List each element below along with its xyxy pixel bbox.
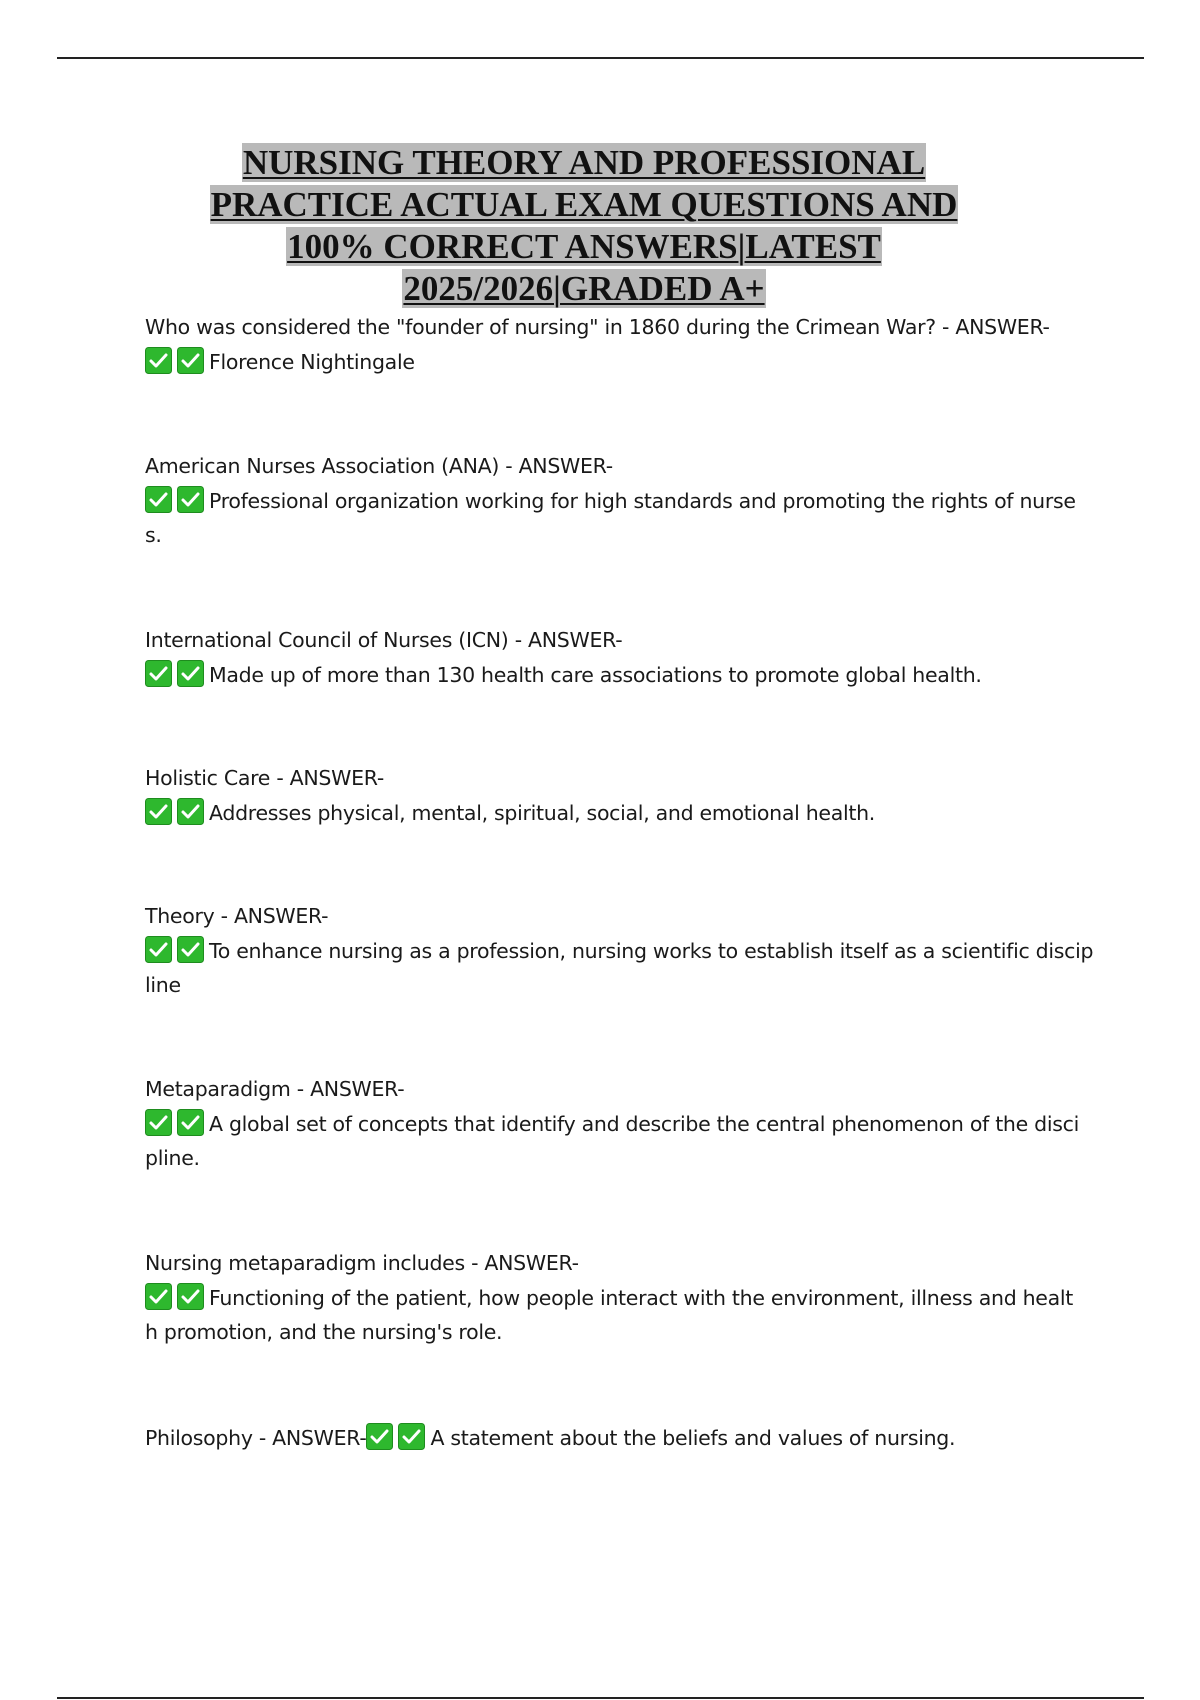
- question-text: International Council of Nurses (ICN) - ANSWER-: [145, 628, 623, 652]
- answer-text: Addresses physical, mental, spiritual, social, and emotional health.: [209, 801, 876, 825]
- question-text: Philosophy - ANSWER-: [145, 1426, 367, 1450]
- answer-line: [145, 1281, 1074, 1316]
- qa-item: [145, 310, 1065, 380]
- qa-item: [145, 899, 1094, 1001]
- top-rule: [57, 57, 1144, 59]
- answer-line: [145, 796, 1065, 831]
- title-line: 100% CORRECT ANSWERS|LATEST: [287, 227, 881, 266]
- answer-line: [145, 484, 1076, 519]
- check-mark-button-icon: [398, 1423, 425, 1450]
- answer-text: Professional organization working for high standards and promoting the rights of nurse: [209, 489, 1076, 513]
- check-mark-button-icon: [177, 1283, 204, 1310]
- bottom-rule: [57, 1697, 1144, 1699]
- qa-item: [145, 1072, 1080, 1174]
- document-title: [145, 142, 1023, 310]
- answer-line: [145, 1107, 1080, 1142]
- answer-continuation: line: [145, 973, 181, 997]
- answer-text: A statement about the beliefs and values of nursing.: [430, 1426, 956, 1450]
- question-text: Holistic Care - ANSWER-: [145, 766, 384, 790]
- check-mark-button-icon: [177, 660, 204, 687]
- answer-line: [145, 934, 1094, 969]
- check-mark-button-icon: [177, 798, 204, 825]
- title-line: NURSING THEORY AND PROFESSIONAL: [242, 143, 926, 182]
- check-mark-button-icon: [177, 1109, 204, 1136]
- check-mark-button-icon: [177, 347, 204, 374]
- question-text: Theory - ANSWER-: [145, 904, 329, 928]
- question-text: Nursing metaparadigm includes - ANSWER-: [145, 1251, 579, 1275]
- question-text: Who was considered the "founder of nursing" in 1860 during the Crimean War? - ANSWER-: [145, 315, 1050, 339]
- check-mark-button-icon: [145, 660, 172, 687]
- check-mark-button-icon: [177, 936, 204, 963]
- answer-line: [145, 658, 1065, 693]
- answer-text: Florence Nightingale: [209, 350, 415, 374]
- check-mark-button-icon: [177, 486, 204, 513]
- title-line: PRACTICE ACTUAL EXAM QUESTIONS AND: [210, 185, 958, 224]
- answer-continuation: pline.: [145, 1146, 200, 1170]
- check-mark-button-icon: [366, 1423, 393, 1450]
- check-mark-button-icon: [145, 347, 172, 374]
- check-mark-button-icon: [145, 798, 172, 825]
- answer-line: [145, 345, 1065, 380]
- qa-item: [145, 623, 1065, 693]
- answer-continuation: s.: [145, 523, 162, 547]
- question-text: American Nurses Association (ANA) - ANSWER-: [145, 454, 613, 478]
- question-text: Metaparadigm - ANSWER-: [145, 1077, 405, 1101]
- answer-text: Made up of more than 130 health care associations to promote global health.: [209, 663, 982, 687]
- answer-text: A global set of concepts that identify and describe the central phenomenon of the disci: [209, 1112, 1080, 1136]
- qa-item: [145, 761, 1065, 831]
- answer-line: [145, 1421, 1065, 1456]
- answer-text: Functioning of the patient, how people interact with the environment, illness and healt: [209, 1286, 1074, 1310]
- answer-continuation: h promotion, and the nursing's role.: [145, 1320, 503, 1344]
- qa-item: [145, 449, 1076, 551]
- answer-text: To enhance nursing as a profession, nursing works to establish itself as a scientific discip: [209, 939, 1094, 963]
- check-mark-button-icon: [145, 936, 172, 963]
- check-mark-button-icon: [145, 1283, 172, 1310]
- title-line: 2025/2026|GRADED A+: [403, 269, 765, 308]
- qa-item: [145, 1246, 1074, 1348]
- check-mark-button-icon: [145, 1109, 172, 1136]
- qa-item: [145, 1421, 1065, 1456]
- check-mark-button-icon: [145, 486, 172, 513]
